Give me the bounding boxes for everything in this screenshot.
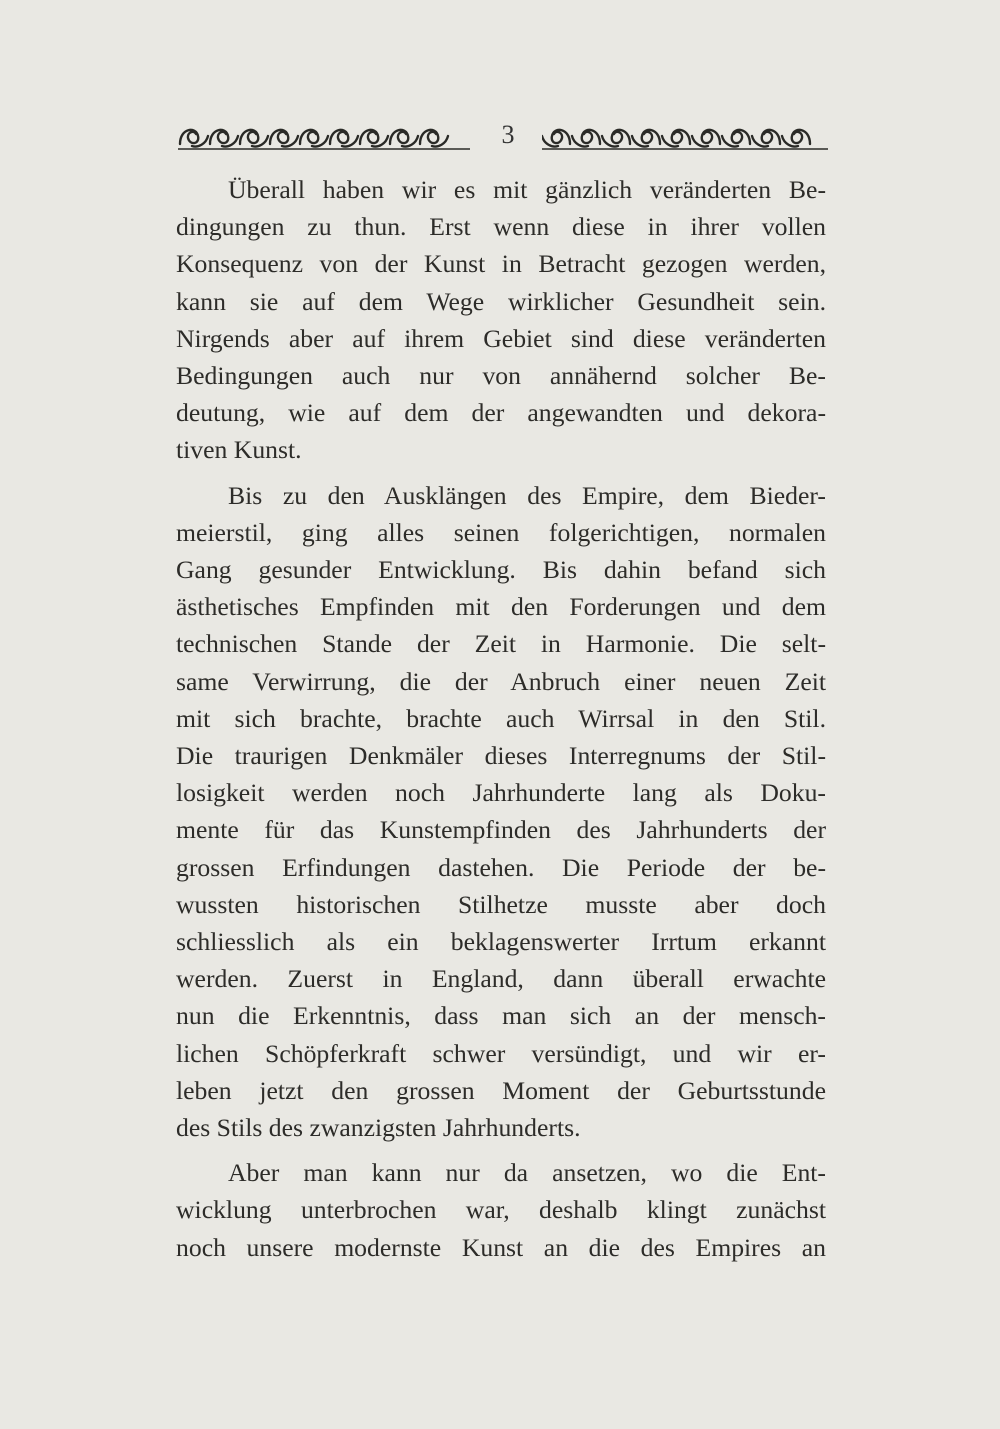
text-line: wicklung unterbrochen war, deshalb klingt zunächst [176, 1195, 826, 1225]
text-line: Nirgends aber auf ihrem Gebiet sind diese veränderten [176, 323, 826, 353]
text-line: Bedingungen auch nur von annähernd solcher Be- [176, 361, 826, 391]
paragraph [176, 477, 826, 1147]
paragraph [176, 1154, 826, 1266]
text-line: des Stils des zwanzigsten Jahrhunderts. [176, 1113, 581, 1143]
text-line: losigkeit werden noch Jahrhunderte lang als Doku- [176, 778, 826, 808]
text-line: lichen Schöpferkraft schwer versündigt, und wir er- [176, 1038, 826, 1068]
text-line: deutung, wie auf dem der angewandten und dekora- [176, 398, 826, 428]
text-line: ästhetisches Empfinden mit den Forderungen und dem [176, 592, 826, 622]
paragraph [176, 171, 826, 469]
text-line: Bis zu den Ausklängen des Empire, dem Bieder- [228, 480, 826, 510]
text-line: werden. Zuerst in England, dann überall erwachte [176, 964, 826, 994]
text-line: grossen Erfindungen dastehen. Die Periode der be- [176, 852, 826, 882]
ornament-left [178, 118, 470, 156]
text-line: Überall haben wir es mit gänzlich veränderten Be- [228, 175, 826, 204]
text-line: wussten historischen Stilhetze musste aber doch [176, 889, 826, 919]
text-line: Aber man kann nur da ansetzen, wo die Ent- [228, 1158, 826, 1188]
text-line: Die traurigen Denkmäler dieses Interregnums der Stil- [176, 741, 826, 771]
text-line: technischen Stande der Zeit in Harmonie. Die selt- [176, 629, 826, 659]
text-line: mente für das Kunstempfinden des Jahrhunderts der [176, 815, 826, 845]
text-line: mit sich brachte, brachte auch Wirrsal in den Stil. [176, 703, 826, 733]
text-line: schliesslich als ein beklagenswerter Irrtum erkannt [176, 927, 826, 957]
text-line: kann sie auf dem Wege wirklicher Gesundheit sein. [176, 286, 826, 316]
text-line: noch unsere modernste Kunst an die des Empires an [176, 1232, 826, 1262]
page-number: 3 [501, 120, 515, 149]
text-line: nun die Erkenntnis, dass man sich an der mensch- [176, 1001, 826, 1031]
text-line: meierstil, ging alles seinen folgerichtigen, normalen [176, 517, 826, 547]
page-header [178, 112, 828, 162]
text-line: Konsequenz von der Kunst in Betracht gezogen werden, [176, 249, 826, 279]
text-line: Gang gesunder Entwicklung. Bis dahin befand sich [176, 555, 826, 585]
text-line: same Verwirrung, die der Anbruch einer neuen Zeit [176, 666, 826, 696]
text-line: leben jetzt den grossen Moment der Geburtsstunde [176, 1075, 826, 1105]
text-line: dingungen zu thun. Erst wenn diese in ihrer vollen [176, 212, 826, 242]
page-body [176, 171, 826, 1274]
ornament-right [542, 118, 828, 156]
text-line: tiven Kunst. [176, 435, 302, 465]
